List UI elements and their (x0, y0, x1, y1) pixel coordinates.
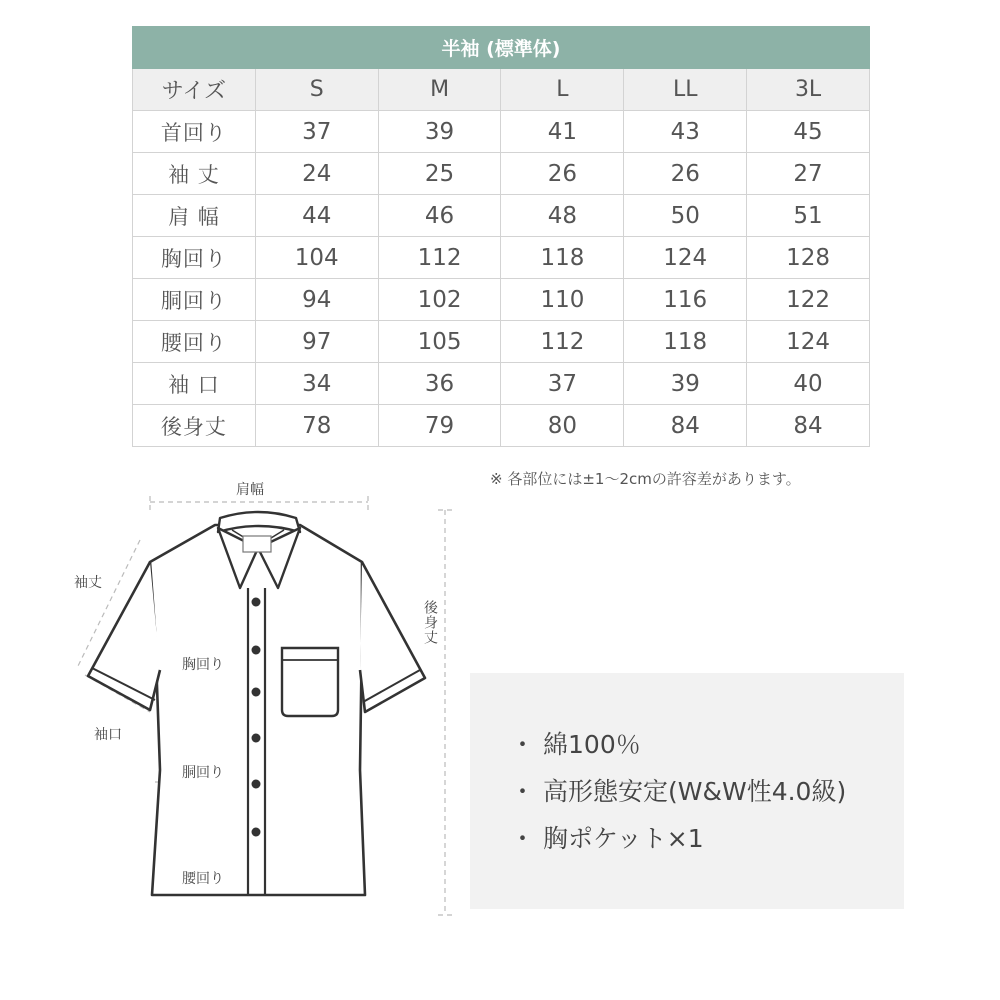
table-cell: 41 (501, 111, 624, 153)
table-cell: 37 (501, 363, 624, 405)
table-cell: 122 (747, 279, 870, 321)
table-row (133, 153, 870, 195)
size-col-ll: LL (624, 69, 747, 111)
features-box (470, 673, 904, 909)
table-cell: 51 (747, 195, 870, 237)
table-cell: 40 (747, 363, 870, 405)
table-cell: 97 (255, 321, 378, 363)
table-row (133, 405, 870, 447)
table-cell: 45 (747, 111, 870, 153)
table-cell: 112 (378, 237, 501, 279)
table-cell: 46 (378, 195, 501, 237)
table-cell: 43 (624, 111, 747, 153)
feature-text: 綿100％ (543, 730, 641, 759)
table-cell: 26 (501, 153, 624, 195)
row-label: 袖 丈 (133, 153, 256, 195)
label-cuff: 袖口 (94, 727, 122, 743)
table-cell: 48 (501, 195, 624, 237)
size-col-3l: 3L (747, 69, 870, 111)
table-cell: 104 (255, 237, 378, 279)
bullet-dot: ・ (510, 730, 536, 759)
row-label: 胸回り (133, 237, 256, 279)
table-row (133, 363, 870, 405)
table-row (133, 237, 870, 279)
table-row (133, 195, 870, 237)
table-cell: 26 (624, 153, 747, 195)
label-sleeve-length: 袖丈 (74, 575, 102, 591)
table-cell: 24 (255, 153, 378, 195)
table-cell: 128 (747, 237, 870, 279)
feature-text: 胸ポケット×1 (543, 824, 704, 853)
table-cell: 39 (378, 111, 501, 153)
row-label: 腰回り (133, 321, 256, 363)
feature-item (510, 815, 846, 862)
size-col-s: S (255, 69, 378, 111)
table-row (133, 279, 870, 321)
feature-text: 高形態安定(W&W性4.0級) (543, 777, 847, 806)
table-cell: 124 (624, 237, 747, 279)
label-waist: 胴回り (182, 765, 224, 781)
table-cell: 50 (624, 195, 747, 237)
table-cell: 84 (624, 405, 747, 447)
table-cell: 39 (624, 363, 747, 405)
label-back-length: 後身丈 (422, 600, 438, 645)
shirt-diagram (0, 470, 470, 950)
table-cell: 37 (255, 111, 378, 153)
size-col-m: M (378, 69, 501, 111)
shirt-illustration (0, 470, 470, 950)
table-row (133, 111, 870, 153)
table-cell: 118 (501, 237, 624, 279)
size-col-l: L (501, 69, 624, 111)
table-cell: 79 (378, 405, 501, 447)
table-cell: 80 (501, 405, 624, 447)
label-hip: 腰回り (182, 871, 224, 887)
label-shoulder: 肩幅 (236, 482, 264, 498)
feature-item (510, 721, 846, 768)
label-chest: 胸回り (182, 657, 224, 673)
tolerance-note: ※ 各部位には±1～2cmの許容差があります。 (490, 470, 801, 488)
table-cell: 25 (378, 153, 501, 195)
features-list (510, 721, 846, 862)
table-cell: 124 (747, 321, 870, 363)
table-cell: 27 (747, 153, 870, 195)
table-cell: 102 (378, 279, 501, 321)
table-cell: 78 (255, 405, 378, 447)
table-cell: 116 (624, 279, 747, 321)
table-title: 半袖 (標準体) (133, 27, 870, 69)
table-row (133, 321, 870, 363)
table-cell: 118 (624, 321, 747, 363)
table-cell: 34 (255, 363, 378, 405)
bullet-dot: ・ (510, 824, 536, 853)
table-cell: 105 (378, 321, 501, 363)
size-header-label: サイズ (133, 69, 256, 111)
bullet-dot: ・ (510, 777, 536, 806)
size-table (132, 26, 870, 447)
row-label: 首回り (133, 111, 256, 153)
size-header-row (133, 69, 870, 111)
row-label: 胴回り (133, 279, 256, 321)
table-cell: 36 (378, 363, 501, 405)
table-cell: 84 (747, 405, 870, 447)
feature-item (510, 768, 846, 815)
row-label: 後身丈 (133, 405, 256, 447)
table-cell: 110 (501, 279, 624, 321)
table-cell: 94 (255, 279, 378, 321)
row-label: 袖 口 (133, 363, 256, 405)
row-label: 肩 幅 (133, 195, 256, 237)
table-cell: 44 (255, 195, 378, 237)
table-cell: 112 (501, 321, 624, 363)
